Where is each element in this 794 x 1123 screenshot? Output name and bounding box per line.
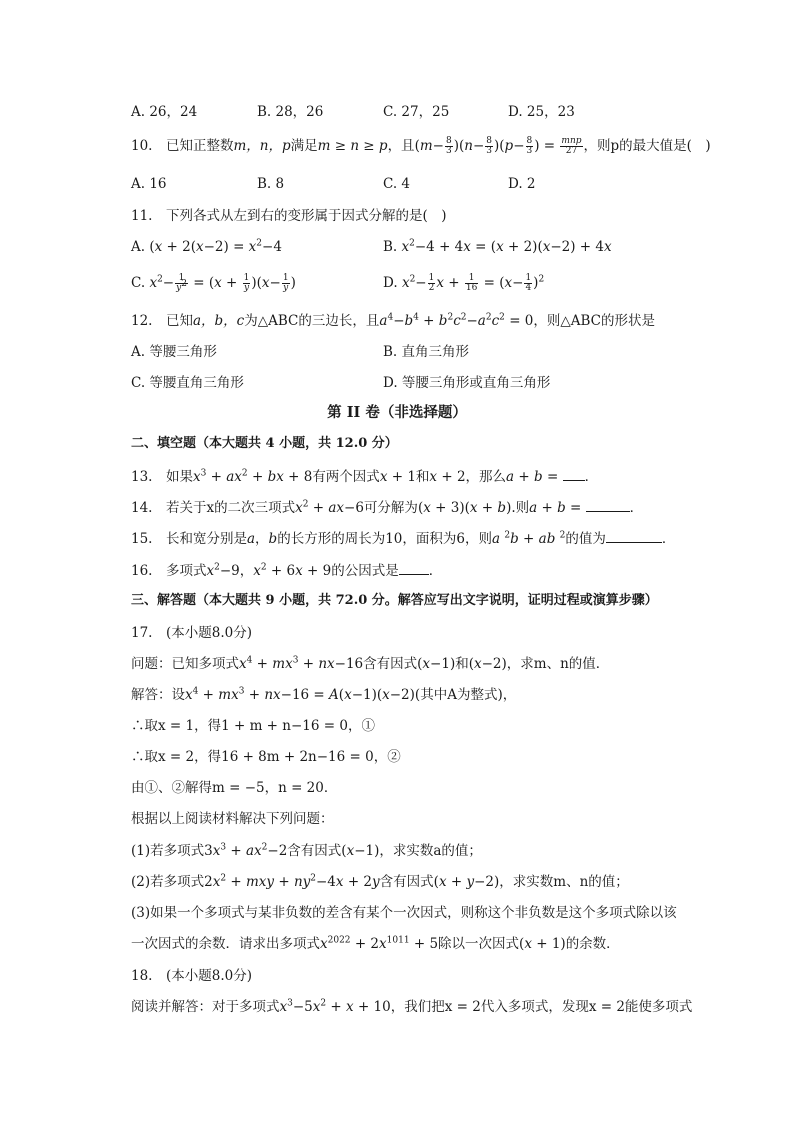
q16: 16. 多项式$x^2-9$，$x^2 + 6x + 9$的公因式是 ． (131, 560, 442, 581)
q10-cond-prefix: 满足 (290, 138, 318, 154)
q12-option-d: D. 等腰三角形或直角三角形 (383, 375, 551, 391)
q17-solve: 由①、②解得m = −5，n = 20． (131, 780, 338, 796)
q17-part3-line1: (3)如果一个多项式与某非负数的差含有某个一次因式，则称这个非负数是这个多项式除以该 (131, 905, 677, 921)
q10-number: 10. (131, 138, 153, 154)
q10-cond: m ≥ n ≥ p (317, 138, 388, 154)
q11-stem: 11. 下列各式从左到右的变形属于因式分解的是( ) (131, 208, 447, 224)
q10-stem: 10. 已知正整数m，n，p满足m ≥ n ≥ p，且(m− $\frac{8}{3}$ )(n− $\frac{8}{3}$ )(p− $\frac{8}{3}$ ) = $\frac{\text{mnp}}{27}$ ，则p的最大值是( ) (131, 136, 711, 156)
q9-option-c: C. 27，25 (383, 104, 450, 120)
q12-stem: 12. 已知a，b，c为△ABC的三边长，且$a^4-b^4 + b^2c^2-a^2c^2 = 0$，则△ABC的形状是 (131, 312, 656, 329)
section2-heading: 二、填空题（本大题共 4 小题，共 12.0 分） (131, 436, 398, 451)
q13-blank[interactable] (563, 466, 585, 481)
q10-frac-1: $\frac{8}{3}$ (445, 136, 452, 156)
q12-option-c: C. 等腰直角三角形 (131, 375, 244, 391)
q10-option-b: B. 8 (257, 176, 285, 192)
q17-part1: (1)若多项式$3x^3 + ax^2-2$含有因式(x−1)，求实数a的值； (131, 842, 482, 859)
q10-frac-3: $\frac{8}{3}$ (526, 136, 533, 156)
q17-instruction: 根据以上阅读材料解决下列问题： (131, 811, 334, 827)
q11-option-b: B. $x^2-4 + 4x = (x + 2)(x-2) + 4x$ (383, 238, 612, 255)
q10-option-a: A. 16 (131, 176, 167, 192)
q14-blank[interactable] (586, 497, 630, 512)
q10-stem-start: 已知正整数 (165, 138, 234, 154)
q10-tail: ，则p的最大值是( ) (583, 138, 711, 154)
q14: 14. 若关于x的二次三项式$x^2 + ax-6$可分解为(x + 3)(x + b).则a + b = ． (131, 497, 643, 518)
q9-option-a: A. 26，24 (131, 104, 198, 120)
q15: 15. 长和宽分别是a，b的长方形的周长为10，面积为6，则a $^2$b + ab $^2$的值为 ． (131, 528, 675, 549)
q11-option-c: C. $x^2-$ $\frac{1}{y^2}$ = (x + $\frac{1}{y}$ )(x− $\frac{1}{y}$ ) (131, 273, 296, 293)
q13: 13. 如果$x^3 + ax^2$ + bx + 8有两个因式x + 1和x + 2，那么a + b = ． (131, 466, 598, 487)
q9-option-b: B. 28，26 (257, 104, 324, 120)
q17-step1: ∴取x = 1，得1 + m + n−16 = 0，① (131, 718, 375, 734)
q9-option-d: D. 25，23 (508, 104, 575, 120)
q18-header: 18. (本小题8.0分) (131, 968, 252, 984)
q17-step2: ∴取x = 2，得16 + 8m + 2n−16 = 0，② (131, 749, 401, 765)
q10-frac-2: $\frac{8}{3}$ (486, 136, 492, 156)
q11-option-d: D. $x^2-$ $\frac{1}{2}$ x + $\frac{1}{16}$ = (x− $\frac{1}{4}$ )$^2$ (383, 273, 545, 293)
q11-option-a: A. ($x + 2(x-2) = x^2-4$ (131, 238, 282, 255)
q10-cond-suffix: ，且 (387, 138, 415, 154)
section3-heading: 三、解答题（本大题共 9 小题，共 72.0 分。解答应写出文字说明，证明过程或演算步骤） (131, 593, 658, 608)
q17-header: 17. (本小题8.0分) (131, 625, 252, 641)
q12-option-a: A. 等腰三角形 (131, 344, 217, 360)
part2-title: 第 II 卷（非选择题） (327, 404, 467, 421)
q17-part2: (2)若多项式$2x^2$ + mxy + $ny^2-4x + 2y$含有因式(x + y−2)，求实数m、n的值； (131, 873, 629, 890)
q10-vars: m，n，p (233, 138, 291, 154)
q17-part3-line2: 一次因式的余数．请求出多项式$x^{2022} + 2x^{1011} + 5$除以一次因式(x + 1)的余数． (131, 935, 620, 952)
q12-option-b: B. 直角三角形 (383, 344, 470, 360)
q17-problem: 问题：已知多项式$x^4 + mx^3 + nx-16$含有因式(x−1)和(x−2)，求m、n的值． (131, 655, 610, 672)
q10-rhs-frac: $\frac{\text{mnp}}{27}$ (561, 136, 582, 156)
q18-line: 阅读并解答：对于多项式$x^3-5x^2 + x + 10$，我们把x = 2代入多项式，发现x = 2能使多项式 (131, 998, 693, 1015)
q10-option-c: C. 4 (383, 176, 411, 192)
q16-blank[interactable] (399, 560, 429, 575)
q17-answer: 解答：设$x^4 + mx^3 + nx-16 = A(x-1)(x-2)$(其中A为整式)， (131, 686, 517, 703)
q15-blank[interactable] (606, 528, 662, 543)
q10-option-d: D. 2 (508, 176, 536, 192)
